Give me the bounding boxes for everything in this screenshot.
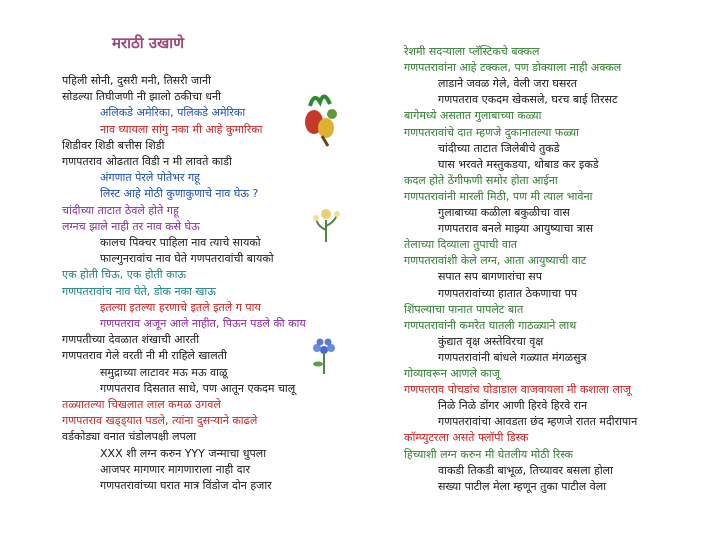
page-title: मराठी उखाणे	[112, 34, 185, 52]
poem-line: एक होती चिऊ, एक होती काऊ	[62, 268, 187, 282]
poem-line: सपात सप बागणारांचा सप	[438, 270, 542, 284]
poem-line: गणपतरावांच्या हातात ठेकणाचा पप	[438, 286, 578, 300]
poem-line: पहिली सोनी, दुसरी मनी, तिसरी जानी	[62, 74, 211, 87]
poem-line: गणपतराव ओढतात विडी न मी लावते काडी	[62, 155, 232, 168]
poem-line: गणपतरावांनी मारली मिठी, पण मी त्याल भावेना	[404, 189, 593, 203]
poem-line: वर्डकोड्या वनात चंडोलपक्षी लपला	[62, 430, 197, 444]
poem-line: कदल होते ठेंगीफणी समोर होता आईना	[404, 173, 558, 187]
poem-line: गणपतरावांना आहे टक्कल, पण डोक्याला नाही अक्कल	[404, 61, 622, 75]
poem-line: निळे निळे डोंगर आणी हिरवे हिरवे रान	[438, 399, 588, 413]
poem-line: लिस्ट आहे मोठी कुणाकुणाचे नाव घेऊ ?	[100, 187, 259, 201]
poem-line: गुलाबाच्या कळीला बकुळीचा वास	[438, 206, 570, 219]
poem-line: चांदीच्या ताटात जिलेबीचे तुकडे	[438, 141, 560, 155]
poem-line: गणपतरावांच्या घरात मात्र विंडोज दोन हजार	[100, 479, 272, 492]
poem-line: शिडीवर शिडी बत्तीस शिडी	[62, 138, 165, 152]
poem-line: फाल्गुनरावांच नाव घेते गणपतरावांची बायको	[100, 252, 274, 266]
poem-line: गणपतराव पोचडांच घोडाडाल वाजवायला मी कशाला लाजू	[404, 383, 631, 397]
flower-icon	[311, 206, 341, 242]
poem-line: अलिकडे अमेरिका, पलिकडे अमेरिका	[100, 106, 246, 120]
poem-line: तळ्यातल्या चिखलात लाल कमळ उगवले	[62, 398, 221, 411]
poem-line: लाडाने जवळ गेले, वेली जरा घसरत	[438, 77, 578, 91]
poem-line: गणपतराव दिसतात साधे, पण आतून एकदम चालू	[100, 381, 296, 395]
poem-line: रेशमी सदऱ्याला प्लॅस्टिकचे बक्कल	[404, 45, 540, 58]
poem-line: गणपतराव गेले वरती नी मी राहिले खालती	[62, 349, 227, 363]
poem-line: चांदीच्या ताटात ठेवले होते गहू	[62, 203, 179, 217]
poem-line: गणपतरावांनी बांधले गळ्यात मंगळसुत्र	[438, 350, 587, 364]
poem-line: गणपतीच्या देवळात शंखाची आरती	[62, 333, 200, 347]
poem-line: आजपर मागणार मागणाराला नाही दार	[100, 462, 250, 476]
poem-line: बागेमध्ये असतात गुलाबाच्या कळ्या	[404, 109, 542, 123]
poem-line: गणपतरावांचा आवडता छंद म्हणजे रातत मदीरापान	[438, 415, 638, 429]
poem-line: गणपतराव बनले माझ्या आयुष्याचा त्रास	[438, 222, 594, 236]
poem-line: गणपतरावांशी केले लग्न, आता आयुष्याची वाट	[404, 254, 587, 268]
poem-line: वाकडी तिकडी बाभूळ, तिच्यावर बसला होला	[438, 463, 613, 477]
poem-line: अंगणात पेरले पोतेभर गहू	[100, 171, 200, 185]
poem-line: सोडल्या तिघीजणी नी झालो ठकीचा धनी	[62, 90, 222, 104]
poem-line: नाव घ्यायला सांगु नका मी आहे कुमारिका	[100, 122, 263, 136]
blue-flower-icon	[308, 338, 340, 374]
poem-line: घास भरवते मस्तुकडया, थोबाड कर इकडे	[438, 157, 599, 171]
poem-line: लग्नच झाले नाही तर नाव कसे घेऊ	[62, 219, 200, 233]
poem-line: गणपतरावांच नाव घेते, डोक नका खाऊ	[62, 284, 216, 298]
poem-line: कॉम्प्युटरला असते फ्लॉपी डिस्क	[404, 431, 529, 445]
poem-line: गणपतरावांनी कमरेत घातली गाठळ्याने लाथ	[404, 318, 577, 332]
poem-line: कुंद्यात वृक्ष अस्तेविरचा वृक्ष	[438, 334, 544, 348]
poem-line: हिच्याशी लग्न करुन मी घेतलीय मोठी रिस्क	[404, 447, 573, 461]
poem-line: शिंपल्याचा पानात पापलेट बात	[404, 302, 524, 316]
poem-line: समुद्राच्या लाटावर मऊ मऊ वाळू	[100, 365, 228, 379]
poem-line: गणपतरावांचे दात म्हणजे दुकानातल्या फळ्या	[404, 125, 580, 139]
poem-line: गणपतराव खड्ड्यात पडले, त्यांना दुसऱ्याने काढले	[62, 414, 258, 428]
poem-line: गणपतराव एकदम खेकसले, घरच बाई तिरसट	[438, 93, 618, 107]
vegetables-icon	[300, 88, 340, 148]
poem-line: XXX शी लग्न करुन YYY जन्माचा धुपला	[100, 446, 267, 460]
poem-line: तेलाच्या दिव्याला तुपाची वात	[404, 238, 518, 252]
poem-line: गणपतराव अजून आले नाहीत, पिऊन पडले की काय	[100, 317, 306, 330]
poem-line: गोव्यावरून आणले काजू	[404, 367, 500, 380]
poem-line: कालच पिक्चर पाहिला नाव त्याचे सायको	[100, 236, 261, 249]
poem-line: सख्या पाटील मेला म्हणून तुका पाटील वेला	[438, 479, 607, 493]
poem-line: इतल्या इतल्या हरणाचे इतले इतले ग पाय	[100, 300, 261, 314]
